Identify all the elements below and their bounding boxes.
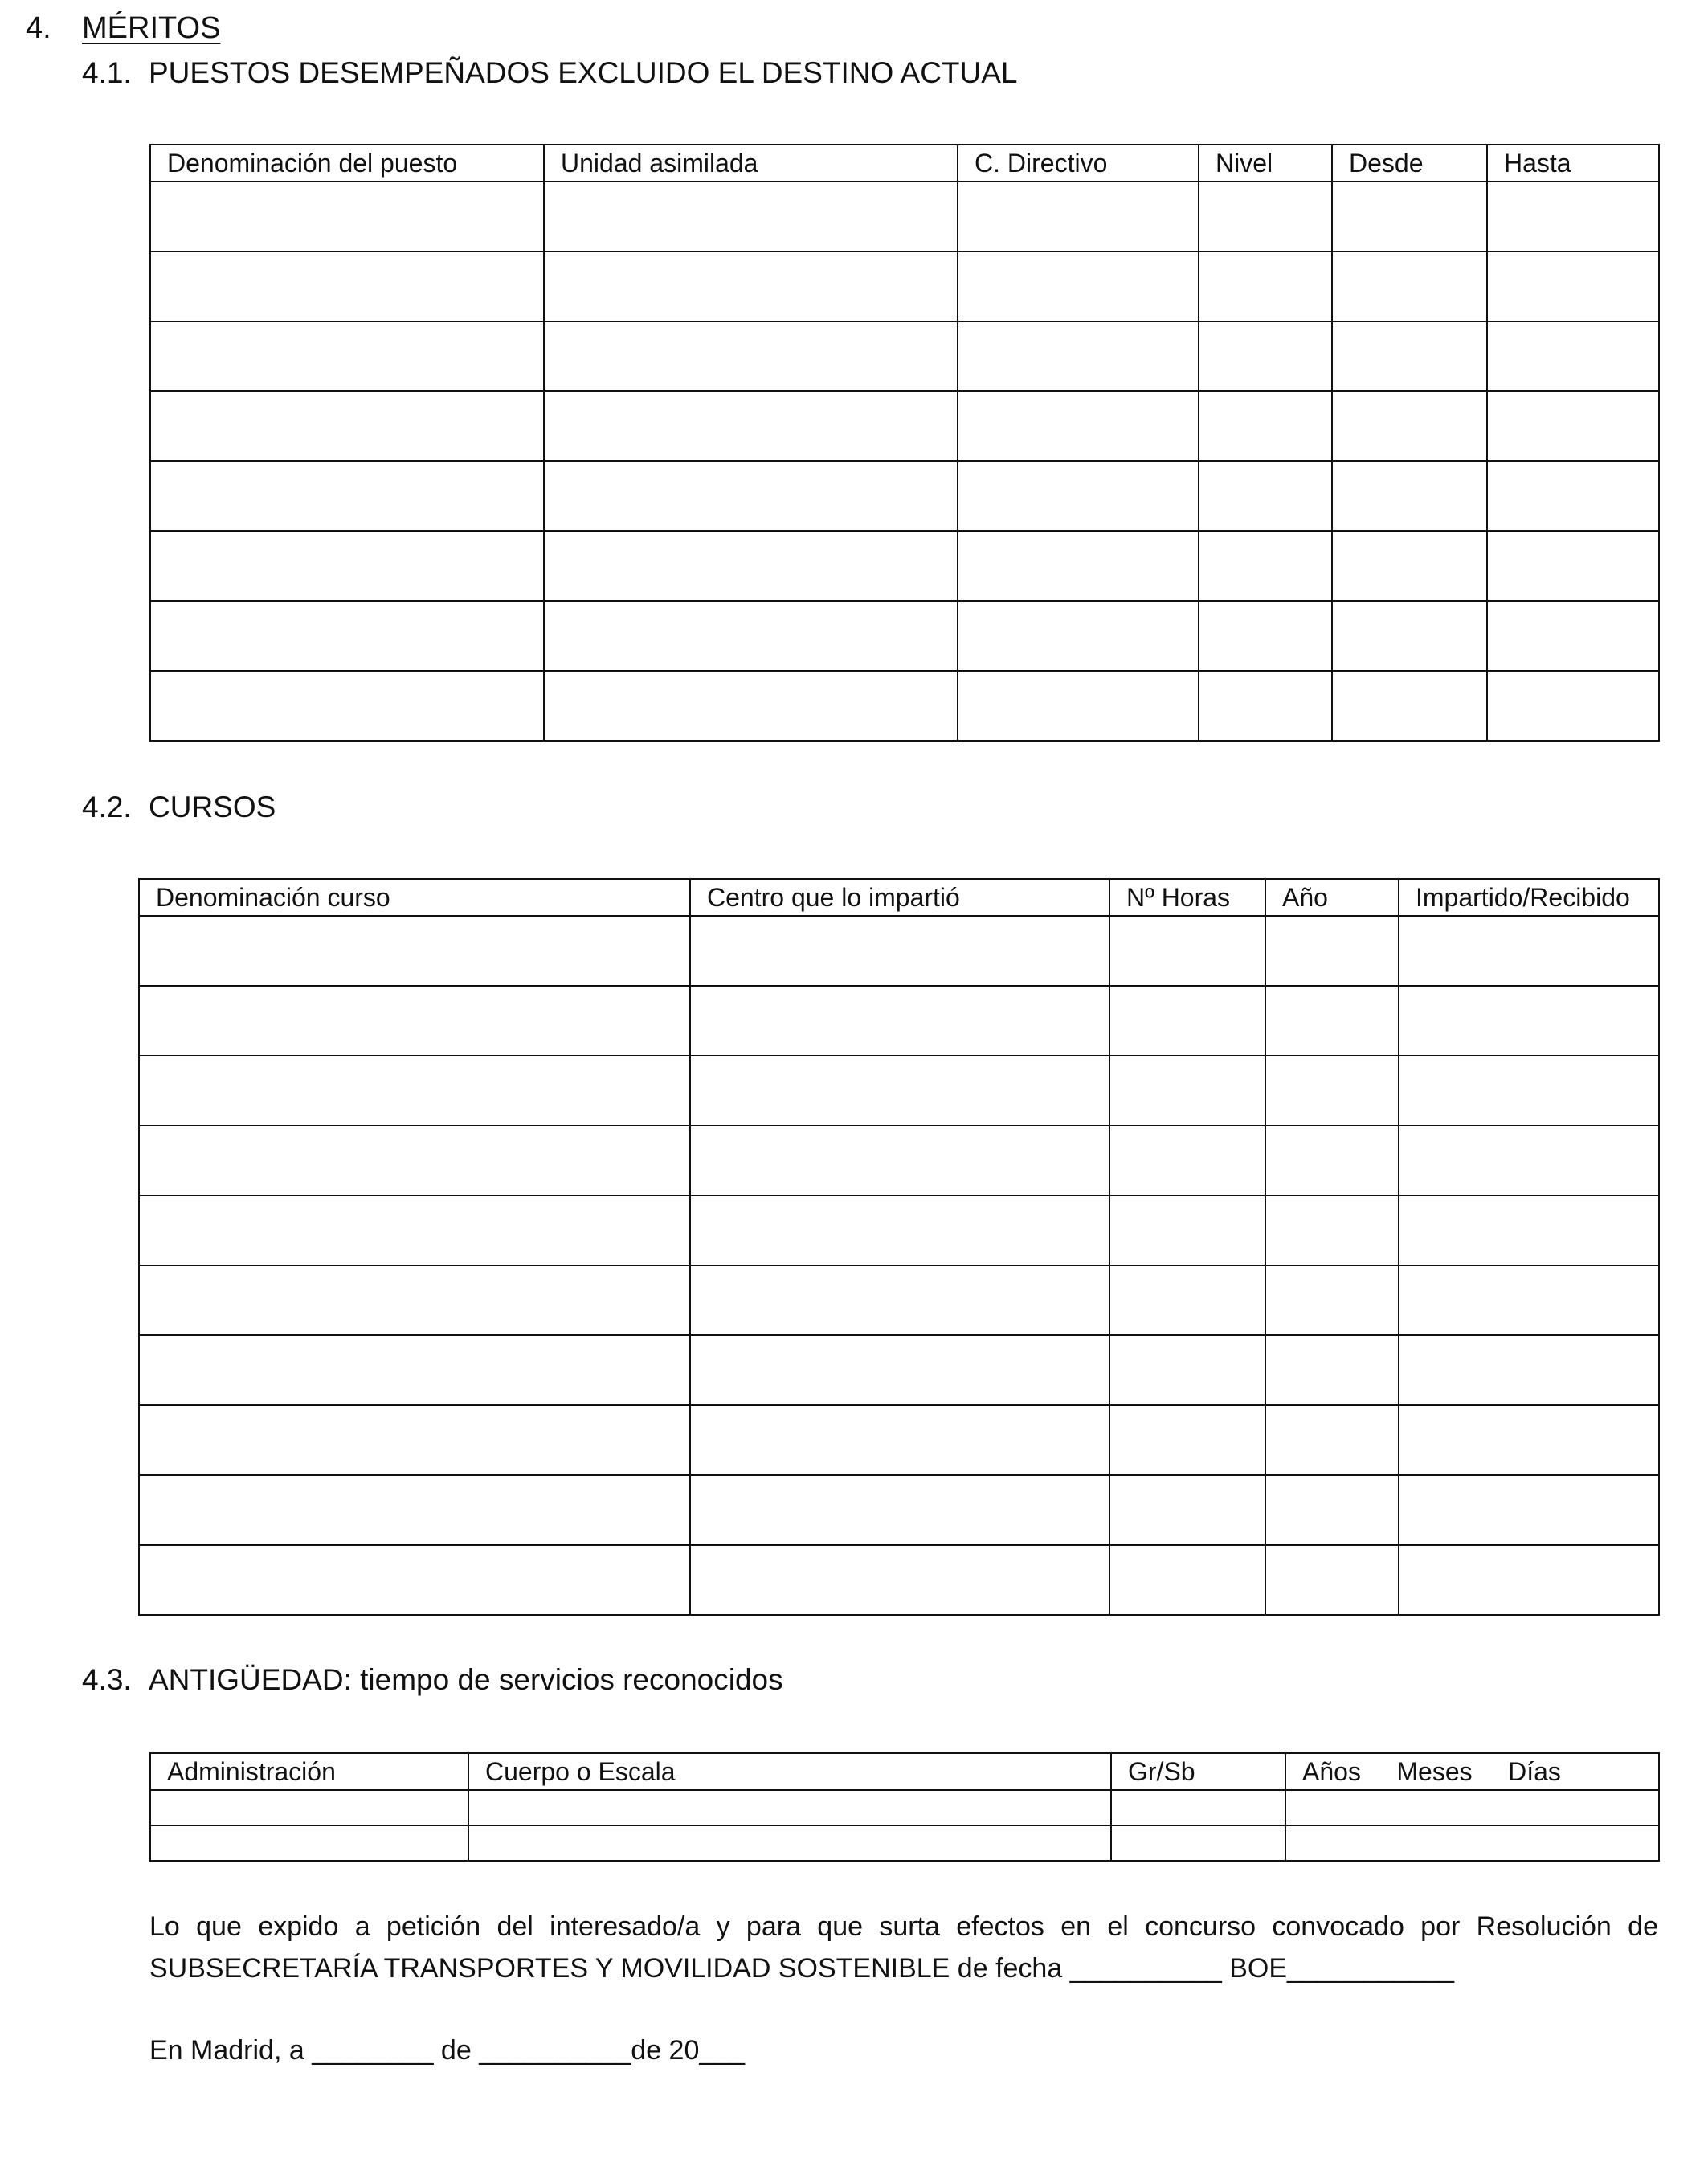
entry-cell[interactable] (1332, 251, 1487, 321)
entry-cell[interactable] (1332, 391, 1487, 461)
entry-cell[interactable] (1109, 1056, 1265, 1126)
entry-cell[interactable] (1111, 1825, 1285, 1861)
entry-cell[interactable] (958, 321, 1199, 391)
col-header: Impartido/Recibido (1399, 879, 1659, 916)
subsection-4-3-number: 4.3. (82, 1663, 132, 1696)
entry-cell[interactable] (139, 1405, 690, 1475)
entry-cell[interactable] (1265, 1126, 1399, 1195)
entry-cell[interactable] (1265, 986, 1399, 1056)
table-row (150, 1825, 1659, 1861)
entry-cell[interactable] (690, 1475, 1109, 1545)
entry-cell[interactable] (1487, 251, 1659, 321)
entry-cell[interactable] (150, 1825, 468, 1861)
entry-cell[interactable] (1285, 1790, 1659, 1825)
subsection-4-3-title: ANTIGÜEDAD: tiempo de servicios reconocidos (149, 1663, 783, 1696)
entry-cell[interactable] (150, 391, 544, 461)
entry-cell[interactable] (1399, 1545, 1659, 1615)
subsection-4-2-title: CURSOS (149, 791, 276, 824)
entry-cell[interactable] (1199, 321, 1332, 391)
entry-cell[interactable] (1265, 1405, 1399, 1475)
entry-cell[interactable] (1332, 601, 1487, 671)
entry-cell[interactable] (139, 1265, 690, 1335)
table-row (150, 251, 1659, 321)
entry-cell[interactable] (1109, 1126, 1265, 1195)
entry-cell[interactable] (1265, 1195, 1399, 1265)
entry-cell[interactable] (1399, 986, 1659, 1056)
table-row (139, 1126, 1659, 1195)
table-row (139, 986, 1659, 1056)
entry-cell[interactable] (139, 1056, 690, 1126)
col-header: Nivel (1199, 145, 1332, 182)
subsection-4-1-title: PUESTOS DESEMPEÑADOS EXCLUIDO EL DESTINO ACTUAL (149, 56, 1018, 89)
entry-cell[interactable] (468, 1825, 1111, 1861)
table-row (150, 391, 1659, 461)
entry-cell[interactable] (1487, 531, 1659, 601)
table-row (139, 1056, 1659, 1126)
entry-cell[interactable] (1487, 601, 1659, 671)
col-header: C. Directivo (958, 145, 1199, 182)
table-row (150, 182, 1659, 251)
table-row (139, 1475, 1659, 1545)
entry-cell[interactable] (1265, 1545, 1399, 1615)
entry-cell[interactable] (690, 1405, 1109, 1475)
cursos-table (138, 878, 1660, 1616)
entry-cell[interactable] (544, 671, 958, 741)
entry-cell[interactable] (1265, 1265, 1399, 1335)
entry-cell[interactable] (958, 601, 1199, 671)
entry-cell[interactable] (1487, 391, 1659, 461)
entry-cell[interactable] (150, 1790, 468, 1825)
entry-cell[interactable] (150, 531, 544, 601)
entry-cell[interactable] (690, 916, 1109, 986)
entry-cell[interactable] (1265, 916, 1399, 986)
entry-cell[interactable] (1487, 461, 1659, 531)
subsection-4-1-number: 4.1. (82, 56, 132, 89)
col-header: Nº Horas (1109, 879, 1265, 916)
col-header: Administración (150, 1753, 468, 1790)
col-header: Centro que lo impartió (690, 879, 1109, 916)
entry-cell[interactable] (544, 461, 958, 531)
entry-cell[interactable] (1199, 461, 1332, 531)
antiguedad-table (149, 1752, 1660, 1862)
entry-cell[interactable] (1399, 1335, 1659, 1405)
col-header: Denominación curso (139, 879, 690, 916)
col-header: Desde (1332, 145, 1487, 182)
entry-cell[interactable] (958, 671, 1199, 741)
table-row (139, 1195, 1659, 1265)
entry-cell[interactable] (1399, 916, 1659, 986)
table-row (150, 531, 1659, 601)
entry-cell[interactable] (1332, 321, 1487, 391)
entry-cell[interactable] (1109, 986, 1265, 1056)
table-row (150, 1790, 1659, 1825)
entry-cell[interactable] (690, 1126, 1109, 1195)
entry-cell[interactable] (544, 251, 958, 321)
entry-cell[interactable] (690, 1335, 1109, 1405)
entry-cell[interactable] (468, 1790, 1111, 1825)
entry-cell[interactable] (1332, 671, 1487, 741)
entry-cell[interactable] (1109, 1265, 1265, 1335)
entry-cell[interactable] (139, 1126, 690, 1195)
entry-cell[interactable] (150, 321, 544, 391)
entry-cell[interactable] (1399, 1056, 1659, 1126)
entry-cell[interactable] (1109, 916, 1265, 986)
entry-cell[interactable] (690, 986, 1109, 1056)
entry-cell[interactable] (1199, 251, 1332, 321)
entry-cell[interactable] (139, 986, 690, 1056)
entry-cell[interactable] (1109, 1405, 1265, 1475)
entry-cell[interactable] (958, 182, 1199, 251)
puestos-table (149, 144, 1660, 742)
entry-cell[interactable] (958, 531, 1199, 601)
table-row (150, 461, 1659, 531)
col-header: Año (1265, 879, 1399, 916)
entry-cell[interactable] (1399, 1405, 1659, 1475)
col-header: Unidad asimilada (544, 145, 958, 182)
table-row (150, 321, 1659, 391)
entry-cell[interactable] (150, 671, 544, 741)
subsection-4-2-number: 4.2. (82, 791, 132, 824)
entry-cell[interactable] (139, 1195, 690, 1265)
section-title: MÉRITOS (82, 11, 221, 45)
entry-cell[interactable] (139, 1475, 690, 1545)
entry-cell[interactable] (958, 251, 1199, 321)
col-header: Gr/Sb (1111, 1753, 1285, 1790)
entry-cell[interactable] (544, 601, 958, 671)
table-row (150, 671, 1659, 741)
entry-cell[interactable] (544, 321, 958, 391)
table-header-row (150, 145, 1659, 182)
entry-cell[interactable] (1399, 1195, 1659, 1265)
col-header: Años Meses Días (1285, 1753, 1659, 1790)
entry-cell[interactable] (1399, 1126, 1659, 1195)
entry-cell[interactable] (1199, 531, 1332, 601)
entry-cell[interactable] (1265, 1475, 1399, 1545)
entry-cell[interactable] (1199, 601, 1332, 671)
table-row (139, 916, 1659, 986)
table-row (150, 601, 1659, 671)
entry-cell[interactable] (690, 1545, 1109, 1615)
entry-cell[interactable] (544, 182, 958, 251)
entry-cell[interactable] (1332, 531, 1487, 601)
entry-cell[interactable] (1199, 182, 1332, 251)
entry-cell[interactable] (1109, 1335, 1265, 1405)
col-header: Hasta (1487, 145, 1659, 182)
entry-cell[interactable] (544, 391, 958, 461)
table-row (139, 1405, 1659, 1475)
table-row (139, 1335, 1659, 1405)
entry-cell[interactable] (150, 461, 544, 531)
entry-cell[interactable] (1487, 321, 1659, 391)
entry-cell[interactable] (958, 461, 1199, 531)
entry-cell[interactable] (1111, 1790, 1285, 1825)
entry-cell[interactable] (1109, 1545, 1265, 1615)
table-row (139, 1545, 1659, 1615)
entry-cell[interactable] (1199, 391, 1332, 461)
col-header: Denominación del puesto (150, 145, 544, 182)
entry-cell[interactable] (1109, 1475, 1265, 1545)
section-number: 4. (26, 11, 51, 45)
entry-cell[interactable] (150, 251, 544, 321)
entry-cell[interactable] (690, 1195, 1109, 1265)
entry-cell[interactable] (1109, 1195, 1265, 1265)
entry-cell[interactable] (690, 1056, 1109, 1126)
certification-line-2: SUBSECRETARÍA TRANSPORTES Y MOVILIDAD SOSTENIBLE de fecha __________ BOE___________ (149, 1953, 1455, 1984)
entry-cell[interactable] (544, 531, 958, 601)
table-header-row (139, 879, 1659, 916)
entry-cell[interactable] (1399, 1265, 1659, 1335)
entry-cell[interactable] (1332, 461, 1487, 531)
entry-cell[interactable] (1285, 1825, 1659, 1861)
entry-cell[interactable] (150, 182, 544, 251)
entry-cell[interactable] (1399, 1475, 1659, 1545)
entry-cell[interactable] (1199, 671, 1332, 741)
entry-cell[interactable] (1487, 671, 1659, 741)
entry-cell[interactable] (150, 601, 544, 671)
entry-cell[interactable] (1265, 1335, 1399, 1405)
entry-cell[interactable] (139, 1545, 690, 1615)
certification-line-1: Lo que expido a petición del interesado/a y para que surta efectos en el concurso convocado por Resolución de (149, 1911, 1658, 1942)
entry-cell[interactable] (690, 1265, 1109, 1335)
entry-cell[interactable] (1332, 182, 1487, 251)
place-date-line: En Madrid, a ________ de __________de 20___ (149, 2035, 746, 2066)
table-header-row (150, 1753, 1659, 1790)
entry-cell[interactable] (1487, 182, 1659, 251)
entry-cell[interactable] (139, 1335, 690, 1405)
col-header: Cuerpo o Escala (468, 1753, 1111, 1790)
table-row (139, 1265, 1659, 1335)
entry-cell[interactable] (139, 916, 690, 986)
entry-cell[interactable] (1265, 1056, 1399, 1126)
entry-cell[interactable] (958, 391, 1199, 461)
